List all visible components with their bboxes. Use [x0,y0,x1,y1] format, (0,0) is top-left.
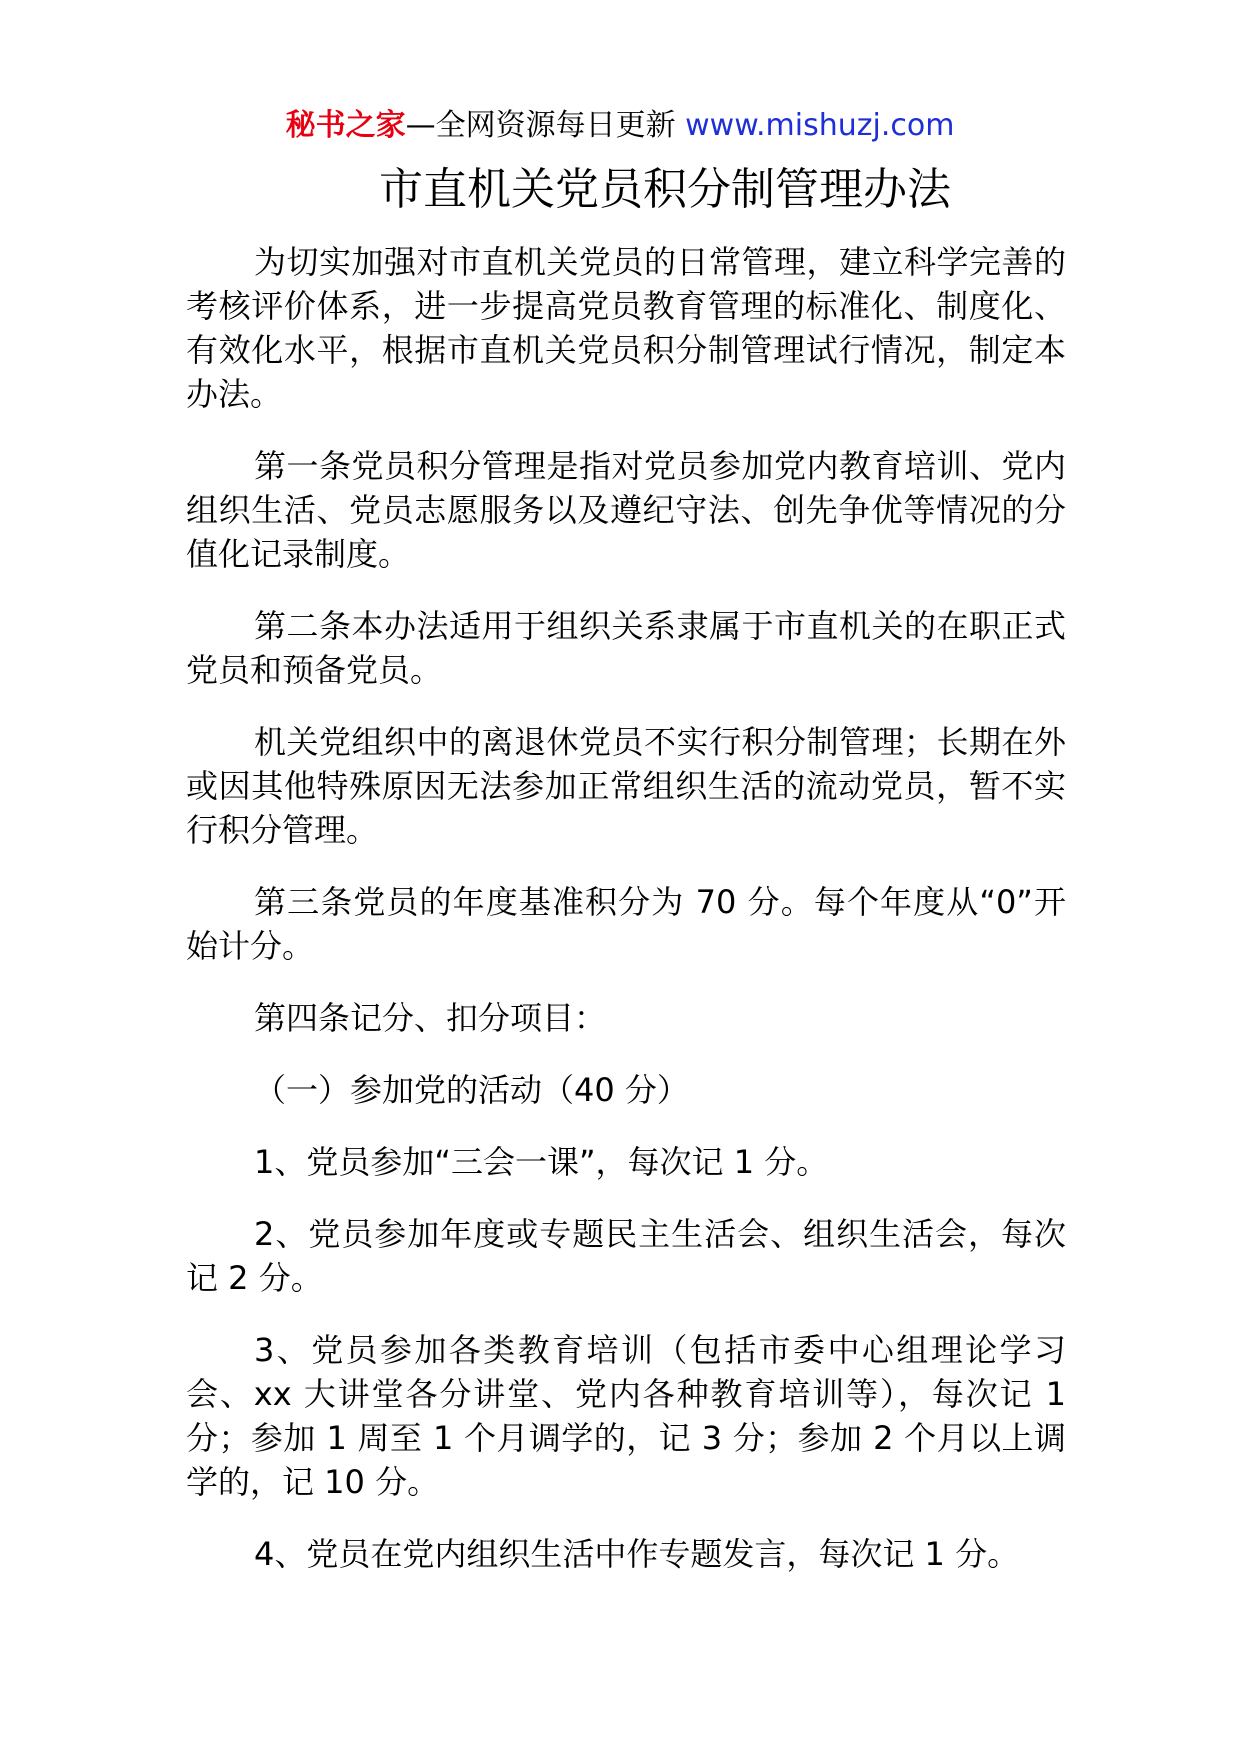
document-body [186,240,1066,1604]
paragraph-section-1: （一）参加党的活动（40 分） [254,1071,689,1109]
site-tagline: —全网资源每日更新 [405,108,676,143]
paragraph-intro: 为切实加强对市直机关党员的日常管理，建立科学完善的考核评价体系，进一步提高党员教育管理的标准化、制度化、有效化水平，根据市直机关党员积分制管理试行情况，制定本办法。 [186,243,1066,413]
paragraph-article-2-note: 机关党组织中的离退休党员不实行积分制管理；长期在外或因其他特殊原因无法参加正常组织生活的流动党员，暂不实行积分管理。 [186,723,1066,849]
paragraph-article-2: 第二条本办法适用于组织关系隶属于市直机关的在职正式党员和预备党员。 [186,607,1066,689]
paragraph-item-1: 1、党员参加“三会一课”，每次记 1 分。 [254,1143,829,1181]
paragraph-item-2: 2、党员参加年度或专题民主生活会、组织生活会，每次记 2 分。 [186,1215,1066,1297]
site-header [0,104,1240,148]
paragraph-article-1: 第一条党员积分管理是指对党员参加党内教育培训、党内组织生活、党员志愿服务以及遵纪守法、创先争优等情况的分值化记录制度。 [186,447,1066,573]
paragraph-item-3: 3、党员参加各类教育培训（包括市委中心组理论学习会、xx 大讲堂各分讲堂、党内各种教育培训等），每次记 1 分；参加 1 周至 1 个月调学的，记 3 分；参加 2 个月以上调学的，记 10 分。 [186,1331,1066,1501]
site-url-link[interactable]: www.mishuzj.com [685,108,955,143]
document-title: 市直机关党员积分制管理办法 [379,164,951,215]
paragraph-article-4: 第四条记分、扣分项目： [254,999,607,1037]
site-brand: 秘书之家 [285,108,406,143]
paragraph-item-4: 4、党员在党内组织生活中作专题发言，每次记 1 分。 [254,1535,1020,1573]
paragraph-article-3: 第三条党员的年度基准积分为 70 分。每个年度从“0”开始计分。 [186,883,1066,965]
